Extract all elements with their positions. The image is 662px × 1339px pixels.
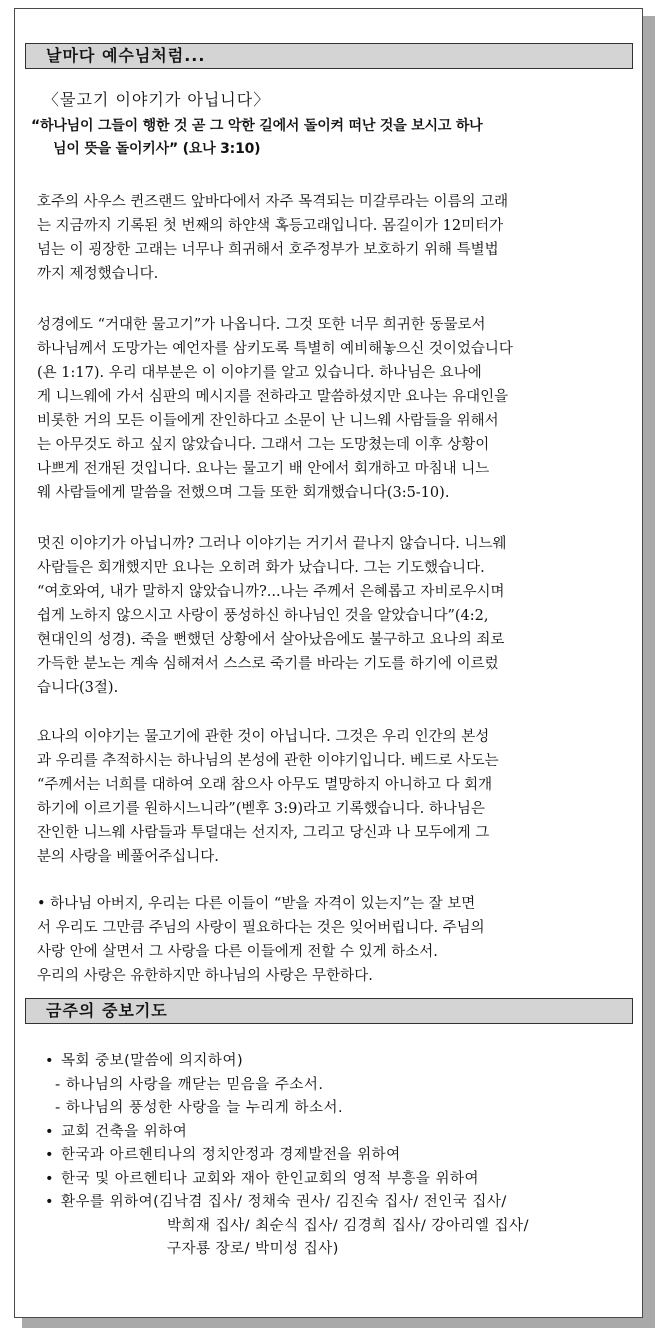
bullet-icon: • <box>45 1170 55 1187</box>
paragraph-line: 는 지금까지 기록된 첫 번째의 하얀색 혹등고래입니다. 몸길이가 12미터가 <box>37 218 504 234</box>
prayer-item-text: 환우를 위하여(김낙겸 집사/ 정채숙 권사/ 김진숙 집사/ 전인국 집사/ <box>61 1194 507 1210</box>
paragraph <box>37 532 635 700</box>
prayer-item-text: 한국과 아르헨티나의 정치안정과 경제발전을 위하여 <box>61 1147 401 1163</box>
paragraph <box>37 190 635 286</box>
paragraph-line: 분의 사랑을 베풀어주십니다. <box>37 849 219 865</box>
paragraph-line: 멋진 이야기가 아닙니까? 그러나 이야기는 거기서 끝나지 않습니다. 니느웨 <box>37 536 507 552</box>
paragraph-line: 우리의 사랑은 유한하지만 하나님의 사랑은 무한하다. <box>37 968 373 984</box>
prayer-item <box>45 1121 637 1145</box>
section-header-daily: 날마다 예수님처럼... <box>25 43 633 69</box>
paragraph-line: 과 우리를 추적하시는 하나님의 본성에 관한 이야기입니다. 베드로 사도는 <box>37 753 499 769</box>
paragraph-line: 사랑 안에 살면서 그 사랑을 다른 이들에게 전할 수 있게 하소서. <box>37 944 438 960</box>
paragraph <box>37 725 635 869</box>
prayer-item <box>45 1144 637 1168</box>
prayer-item-text: 한국 및 아르헨티나 교회와 재아 한인교회의 영적 부흥을 위하여 <box>61 1170 480 1187</box>
prayer-item-text: 박희재 집사/ 최순식 집사/ 김경희 집사/ 강아리엘 집사/ <box>167 1217 529 1234</box>
paragraph-line: • 하나님 아버지, 우리는 다른 이들이 “받을 자격이 있는지”는 잘 보면 <box>37 896 476 912</box>
paragraph-line: 호주의 사우스 퀸즈랜드 앞바다에서 자주 목격되는 미갈루라는 이름의 고래 <box>37 194 509 210</box>
prayer-item <box>45 1074 637 1098</box>
paragraph-line: 현대인의 성경). 죽을 뻔했던 상황에서 살아났음에도 불구하고 요나의 죄로 <box>37 632 505 648</box>
prayer-item <box>45 1050 637 1074</box>
paragraph-line: “주께서는 너희를 대하여 오래 참으사 아무도 멸망하지 아니하고 다 회개 <box>37 777 493 793</box>
bullet-icon: • <box>45 1147 55 1163</box>
paragraph-line: 잔인한 니느웨 사람들과 투덜대는 선지자, 그리고 당신과 나 모두에게 그 <box>37 825 490 841</box>
paragraph-line: (욘 1:17). 우리 대부분은 이 이야기를 알고 있습니다. 하나님은 요나에 <box>37 365 482 381</box>
prayer-item <box>45 1215 637 1239</box>
prayer-item <box>45 1238 637 1262</box>
prayer-item <box>45 1191 637 1215</box>
paragraph <box>37 313 635 505</box>
paragraph-line: 까지 제정했습니다. <box>37 266 159 282</box>
verse-line: 님이 뜻을 돌이키사” (요나 3:10) <box>53 141 261 157</box>
prayer-item-text: 교회 건축을 위하여 <box>61 1123 188 1140</box>
bulletin-card <box>14 8 643 1318</box>
intercession-list <box>45 1050 637 1262</box>
paragraph-line: 나쁘게 전개된 것입니다. 요나는 물고기 배 안에서 회개하고 마침내 니느 <box>37 461 490 477</box>
paragraph-line: 하나님께서 도망가는 예언자를 삼키도록 특별히 예비해놓으신 것이었습니다 <box>37 341 513 357</box>
paragraph-line: 게 니느웨에 가서 심판의 메시지를 전하라고 말씀하셨지만 요나는 유대인을 <box>37 389 509 405</box>
paragraph-line: 넘는 이 굉장한 고래는 너무나 희귀해서 호주정부가 보호하기 위해 특별법 <box>37 242 499 258</box>
bullet-icon: • <box>45 1053 55 1069</box>
paragraph-line: “여호와여, 내가 말하지 않았습니까?...나는 주께서 은혜롭고 자비로우시며 <box>37 584 505 600</box>
paragraph-line: 비롯한 거의 모든 이들에게 잔인하다고 소문이 난 니느웨 사람들을 위해서 <box>37 413 499 429</box>
prayer-paragraph <box>37 892 635 988</box>
paragraph-line: 웨 사람들에게 말씀을 전했으며 그들 또한 회개했습니다(3:5-10). <box>37 485 450 501</box>
section-header-intercession: 금주의 중보기도 <box>25 998 633 1024</box>
prayer-item-text: - 하나님의 사랑을 깨닫는 믿음을 주소서. <box>55 1076 324 1093</box>
prayer-item <box>45 1097 637 1121</box>
paragraph-line: 성경에도 “거대한 물고기”가 나옵니다. 그것 또한 너무 희귀한 동물로서 <box>37 317 486 333</box>
prayer-item-text: - 하나님의 풍성한 사랑을 늘 누리게 하소서. <box>55 1100 344 1116</box>
paragraph-line: 는 아무것도 하고 싶지 않았습니다. 그래서 그는 도망쳤는데 이후 상황이 <box>37 437 490 453</box>
prayer-item-text: 목회 중보(말씀에 의지하여) <box>61 1053 244 1069</box>
scripture-verse <box>31 115 629 161</box>
paragraph-line: 가득한 분노는 계속 심해져서 스스로 죽기를 바라는 기도를 하기에 이르렀 <box>37 656 499 672</box>
paragraph-line: 습니다(3절). <box>37 680 119 696</box>
prayer-item-text: 구자룡 장로/ 박미성 집사) <box>167 1241 339 1257</box>
paragraph-line: 요나의 이야기는 물고기에 관한 것이 아닙니다. 그것은 우리 인간의 본성 <box>37 729 490 745</box>
bullet-icon: • <box>45 1194 55 1210</box>
verse-line: “하나님이 그들이 행한 것 곧 그 악한 길에서 돌이켜 떠난 것을 보시고 하나 <box>31 118 483 134</box>
paragraph-line: 하기에 이르기를 원하시느니라”(벧후 3:9)라고 기록했습니다. 하나님은 <box>37 801 485 817</box>
paragraph-line: 사람들은 회개했지만 요나는 오히려 화가 났습니다. 그는 기도했습니다. <box>37 560 485 576</box>
article-subtitle: 〈물고기 이야기가 아닙니다〉 <box>43 90 271 109</box>
paragraph-line: 쉽게 노하지 않으시고 사랑이 풍성하신 하나님인 것을 알았습니다”(4:2, <box>37 608 489 624</box>
bullet-icon: • <box>45 1123 55 1140</box>
prayer-item <box>45 1168 637 1192</box>
paragraph-line: 서 우리도 그만큼 주님의 사랑이 필요하다는 것은 잊어버립니다. 주님의 <box>37 920 485 936</box>
